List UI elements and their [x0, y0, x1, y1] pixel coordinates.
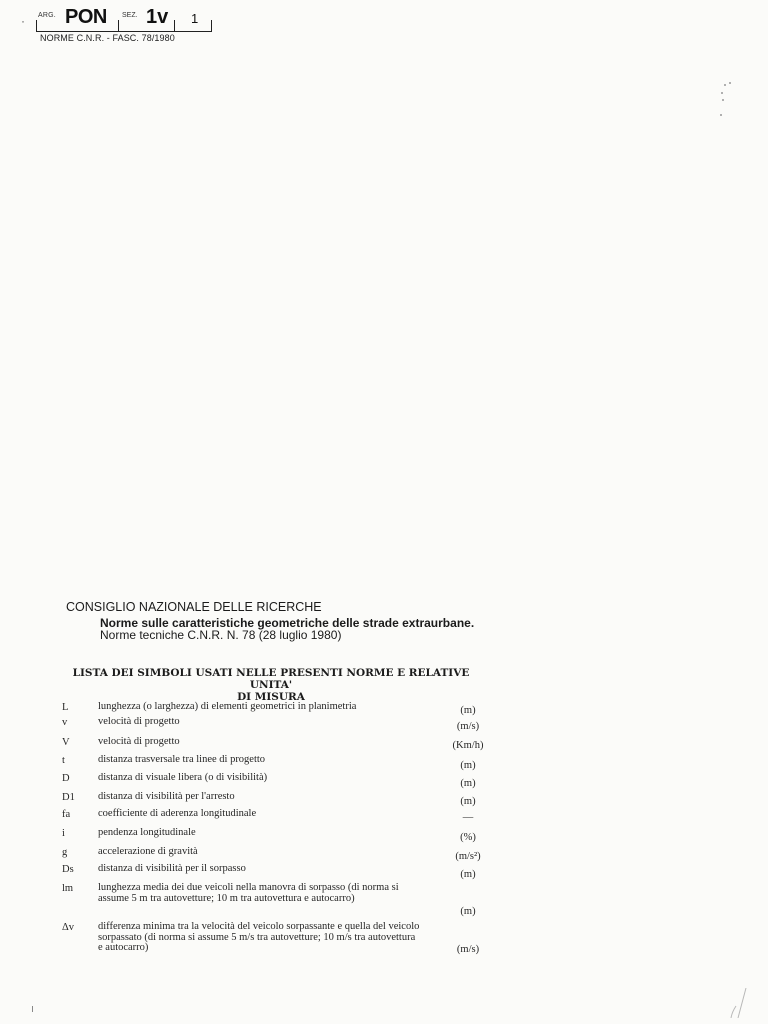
- arg-label: ARG.: [38, 12, 56, 19]
- symbol: Ds: [62, 864, 74, 875]
- symbol: t: [62, 755, 65, 766]
- document-title: Norme sulle caratteristiche geometriche delle strade extraurbane.: [100, 616, 475, 630]
- symbol-description: accelerazione di gravità: [98, 846, 198, 857]
- symbol-description: lunghezza (o larghezza) di elementi geometrici in planimetria: [98, 701, 357, 712]
- symbol: fa: [62, 809, 71, 820]
- symbol-description: velocità di progetto: [98, 716, 180, 727]
- header-tick: [174, 20, 175, 32]
- symbol-unit: (m/s): [456, 944, 480, 955]
- margin-dot: ·: [21, 14, 25, 28]
- symbol: v: [62, 717, 68, 728]
- symbol-unit: (m): [460, 906, 476, 917]
- document-subtitle: Norme tecniche C.N.R. N. 78 (28 luglio 1980): [100, 628, 342, 642]
- symbol-unit: (m): [460, 760, 476, 771]
- symbol-unit: (m/s²): [455, 851, 481, 862]
- symbol: V: [62, 737, 70, 748]
- symbol-unit: —: [462, 812, 474, 823]
- arg-value: PON: [65, 6, 107, 28]
- header-tick: [211, 20, 212, 32]
- norme-reference: NORME C.N.R. - FASC. 78/1980: [40, 33, 175, 43]
- symbol-description: distanza trasversale tra linee di progetto: [98, 754, 266, 765]
- symbol: g: [62, 847, 68, 858]
- scan-specks: [718, 82, 738, 122]
- symbols-heading-line2: DI MISURA: [237, 691, 305, 703]
- symbol: Δv: [62, 922, 75, 933]
- symbol-unit: (%): [460, 832, 476, 843]
- symbol: L: [62, 702, 69, 713]
- symbol-description: velocità di progetto: [98, 736, 180, 747]
- symbol-description: pendenza longitudinale: [98, 827, 196, 838]
- header-tick: [118, 20, 119, 32]
- symbol-unit: (m): [460, 705, 476, 716]
- symbol-description: coefficiente di aderenza longitudinale: [98, 808, 257, 819]
- symbol-description: distanza di visibilità per l'arresto: [98, 791, 235, 802]
- symbol-unit: (m/s): [456, 721, 480, 732]
- sez-value: 1v: [146, 6, 169, 28]
- header-rule: [36, 31, 211, 32]
- symbol: D1: [62, 792, 75, 803]
- symbol-unit: (m): [460, 796, 476, 807]
- document-header: [0, 0, 768, 60]
- header-tick: [36, 20, 37, 32]
- page-number: 1: [191, 11, 199, 26]
- symbol-description: lunghezza media dei due veicoli nella manovra di sorpasso (di norma si assume 5 m tra autovetture; 10 m tra autovettura e autocarro): [98, 882, 399, 904]
- symbol: D: [62, 773, 70, 784]
- scan-corner-mark: [728, 988, 750, 1018]
- scan-mark: [32, 1006, 33, 1012]
- symbols-list-heading: [66, 667, 476, 703]
- symbol-description: distanza di visibilità per il sorpasso: [98, 863, 246, 874]
- organization-name: CONSIGLIO NAZIONALE DELLE RICERCHE: [66, 600, 322, 614]
- sez-label: SEZ.: [122, 12, 138, 19]
- symbol-description: differenza minima tra la velocità del veicolo sorpassante e quella del veicolo sorpassato (di norma si assume 5 m/s tra autovetture; 10 m/s tra autovettura e autocarro): [98, 921, 420, 953]
- symbols-heading-line1: LISTA DEI SIMBOLI USATI NELLE PRESENTI NORME E RELATIVE UNITA': [72, 667, 470, 691]
- symbol: lm: [62, 883, 74, 894]
- symbol: i: [62, 828, 65, 839]
- symbol-unit: (m): [460, 869, 476, 880]
- symbol-unit: (m): [460, 778, 476, 789]
- symbol-unit: (Km/h): [452, 740, 484, 751]
- symbol-description: distanza di visuale libera (o di visibilità): [98, 772, 268, 783]
